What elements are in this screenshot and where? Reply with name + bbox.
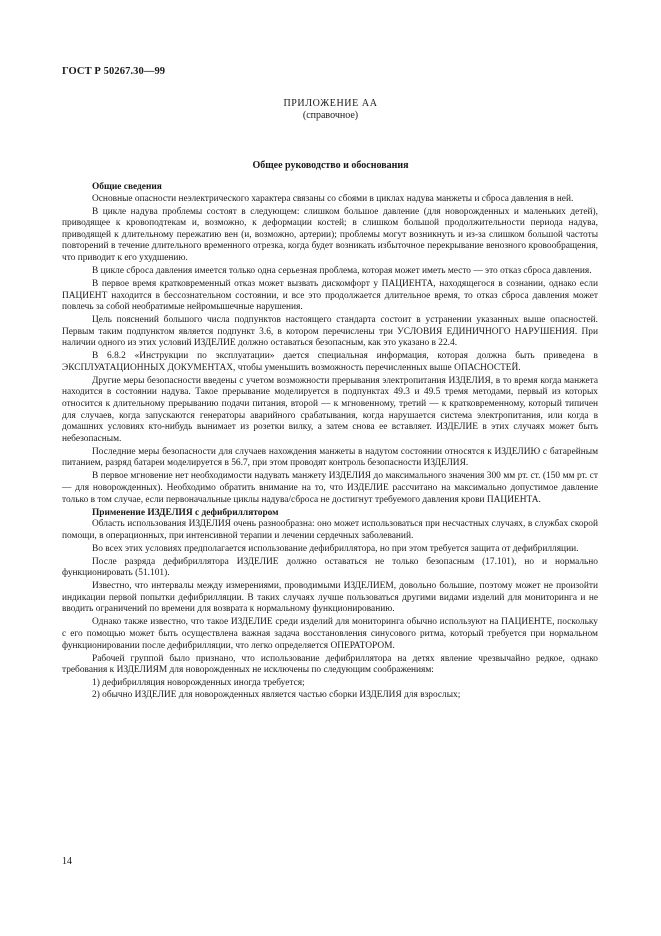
paragraph: Рабочей группой было признано, что использование дефибриллятора на детях явление чрезвычайно редкое, однако требования к ИЗДЕЛИЯМ для новорожденных не исключены по следующим соображениям: (62, 653, 598, 676)
paragraph: Основные опасности неэлектрического характера связаны со сбоями в циклах надува манжеты и сброса давления в ней. (92, 193, 574, 204)
section-title: Общее руководство и обоснования (252, 160, 409, 171)
annex-title: ПРИЛОЖЕНИЕ АА (283, 98, 378, 109)
paragraph: В 6.8.2 «Инструкции по эксплуатации» дается специальная информация, которая должна быть приведена в ЭКСПЛУАТАЦИОННЫХ ДОКУМЕНТАХ, чтобы уменьшить возможность перечисленных выше ОПАСНОСТЕЙ. (62, 351, 598, 373)
paragraph: Другие меры безопасности введены с учетом возможности прерывания электропитания ИЗДЕЛИЯ, в то время когда манжета находится в состоянии надува. Такое прерывание моделируется в подпунктах 49.3 и 49.5 тремя методами, первый из которых относится к длительному прерыванию подачи питания, второй — к мгновенному, третий — к кратковременному, который типичен для случаев, когда запускаются генераторы аварийного срабатывания, когда нарушается система электропитания, или когда в домашних условиях кто-нибудь вынимает из розетки вилку, а затем снова ее вставляет. ИЗДЕЛИЕ в этих случаях может быть небезопасным. (62, 375, 598, 444)
paragraph: Во всех этих условиях предполагается использование дефибриллятора, но при этом требуется защита от дефибрилляции. (92, 543, 579, 554)
paragraph: Цель пояснений большого числа подпунктов настоящего стандарта состоит в устранении указанных выше опасностей. Первым таким подпунктом является подпункт 3.6, в котором перечислены три УСЛОВИЯ ЕДИНИЧНОГО НАРУШЕНИЯ. При наличии одного из этих условий ИЗДЕЛИЕ должно оставаться безопасным, как это указано в 22.4. (62, 315, 598, 349)
paragraph: В цикле сброса давления имеется только одна серьезная проблема, которая может иметь место — это отказ сброса давления. (92, 265, 592, 276)
subheading-defibrillator: Применение ИЗДЕЛИЯ с дефибриллятором (92, 507, 279, 518)
paragraph: В первое время кратковременный отказ может вызвать дискомфорт у ПАЦИЕНТА, находящегося в сознании, однако если ПАЦИЕНТ находится в бессознательном состоянии, и все это продолжается длительное время, то отказ сброса давления может повлечь за собой необратимые нейромышечные нарушения. (62, 278, 598, 313)
annex-heading (0, 98, 661, 122)
standard-header: ГОСТ Р 50267.30—99 (62, 66, 166, 77)
paragraph: После разряда дефибриллятора ИЗДЕЛИЕ должно оставаться не только безопасным (17.101), но и нормально функционировать (51.101). (62, 556, 598, 579)
page-number: 14 (62, 856, 72, 867)
document-body (62, 182, 598, 701)
list-item: 1) дефибрилляция новорожденных иногда требуется; (92, 678, 305, 689)
subheading-general: Общие сведения (92, 182, 162, 192)
paragraph: В первое мгновение нет необходимости надувать манжету ИЗДЕЛИЯ до максимального значения 300 мм рт. ст. (150 мм рт. ст — для новорожденных). Необходимо обратить внимание на то, что ИЗДЕЛИЕ рассчитано на максимально допустимое давление только в том случае, если первоначальные циклы надува/сброса не достигнут требуемого давления крови ПАЦИЕНТА. (62, 471, 598, 505)
paragraph: В цикле надува проблемы состоят в следующем: слишком большое давление (для новорожденных и маленьких детей), приводящее к кровоподтекам и, возможно, к деформации костей; в слишком большой продолжительности периода надува, приводящей к длительному пережатию вен (и, возможно, артерии); проблемы могут возникнуть и из-за слишком большой частоты повторений в течение длительного временного отрезка, когда будет возникать избыточное перекрывание венозного кровообращения, что приводит к его ухудшению. (62, 206, 598, 263)
paragraph: Последние меры безопасности для случаев нахождения манжеты в надутом состоянии относятся к ИЗДЕЛИЮ с батарейным питанием, разряд батареи моделируется в 56.7, при этом проводят контроль безопасности ИЗДЕЛИЯ. (62, 446, 598, 469)
list-item: 2) обычно ИЗДЕЛИЕ для новорожденных является частью сборки ИЗДЕЛИЯ для взрослых; (92, 689, 461, 700)
annex-subtitle: (справочное) (302, 110, 359, 121)
paragraph: Область использования ИЗДЕЛИЯ очень разнообразна: оно может использоваться при несчастных случаях, в службах скорой помощи, в операционных, при интенсивной терапии и лечении сердечных заболеваний. (62, 519, 598, 541)
paragraph: Однако также известно, что такое ИЗДЕЛИЕ среди изделий для мониторинга обычно используют на ПАЦИЕНТЕ, поскольку с его помощью может быть осуществлена важная задача восстановления синусового ритма, который требуется при нормальном функционировании после дефибрилляции, что легко определяется ОПЕРАТОРОМ. (62, 617, 598, 651)
paragraph: Известно, что интервалы между измерениями, проводимыми ИЗДЕЛИЕМ, довольно большие, поэтому может не произойти индикации первой попытки дефибрилляции. В таких случаях лучше пользоваться другими видами изделий для мониторинга и не вводить ограничений по времени для возврата к нормальному функционированию. (62, 581, 598, 615)
